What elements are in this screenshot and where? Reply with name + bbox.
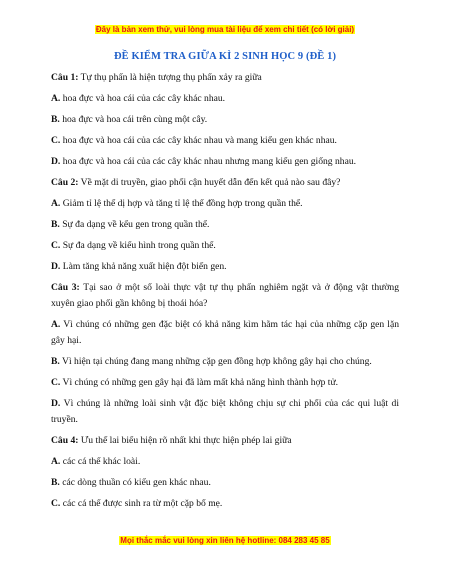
exam-title: ĐỀ KIỂM TRA GIỮA KÌ 2 SINH HỌC 9 (ĐỀ 1)	[113, 51, 337, 62]
question-3-option-a: A. Vì chúng có những gen đặc biệt có khả năng kìm hãm tác hại của những cặp gen lặn gây hại.	[51, 319, 399, 346]
question-4-option-c: C. các cá thể được sinh ra từ một cặp bố mẹ.	[51, 498, 223, 509]
question-1-option-a: A. hoa đực và hoa cái của các cây khác nhau.	[51, 93, 226, 104]
preview-notice: Đây là bản xem thử, vui lòng mua tài liệu để xem chi tiết (có lời giải)	[95, 25, 355, 34]
question-2-stem: Câu 2: Về mặt di truyền, giao phối cận huyết dẫn đến kết quả nào sau đây?	[51, 177, 341, 188]
question-2-option-d: D. Làm tăng khả năng xuất hiện đột biến gen.	[51, 261, 227, 272]
question-1-option-c: C. hoa đực và hoa cái của các cây khác nhau và mang kiểu gen khác nhau.	[51, 135, 337, 146]
question-2-option-c: C. Sự đa dạng về kiểu hình trong quần thể.	[51, 240, 216, 251]
question-1-stem: Câu 1: Tự thụ phấn là hiện tượng thụ phấn xảy ra giữa	[51, 72, 262, 83]
question-2-option-a: A. Giảm tỉ lệ thể dị hợp và tăng tỉ lệ thể đồng hợp trong quần thể.	[51, 198, 303, 209]
questions-body	[51, 70, 399, 517]
question-1-option-b: B. hoa đực và hoa cái trên cùng một cây.	[51, 114, 208, 125]
question-4-stem: Câu 4: Ưu thế lai biểu hiện rõ nhất khi thực hiện phép lai giữa	[51, 435, 292, 446]
question-4-option-a: A. các cá thể khác loài.	[51, 456, 141, 467]
question-2-option-b: B. Sự đa dạng về kểu gen trong quần thể.	[51, 219, 210, 230]
question-3-option-b: B. Vì hiện tại chúng đang mang những cặp gen đồng hợp không gây hại cho chúng.	[51, 356, 372, 367]
question-3-option-c: C. Vì chúng có những gen gây hại đã làm mất khả năng hình thành hợp tử.	[51, 377, 339, 388]
hotline-notice: Mọi thắc mắc vui lòng xin liên hệ hotline: 084 283 45 85	[120, 536, 330, 545]
question-4-option-b: B. các dòng thuần có kiểu gen khác nhau.	[51, 477, 211, 488]
question-3-option-d: D. Vì chúng là những loài sinh vật đặc biệt không chịu sự chi phối của các qui luật di truyền.	[51, 398, 399, 425]
question-3-stem: Câu 3: Tại sao ở một số loài thực vật tự thụ phấn nghiêm ngặt và ở động vật thường xuyên giao phối gần không bị thoái hóa?	[51, 282, 399, 309]
question-1-option-d: D. hoa đực và hoa cái của các cây khác nhau nhưng mang kiểu gen giống nhau.	[51, 156, 357, 167]
